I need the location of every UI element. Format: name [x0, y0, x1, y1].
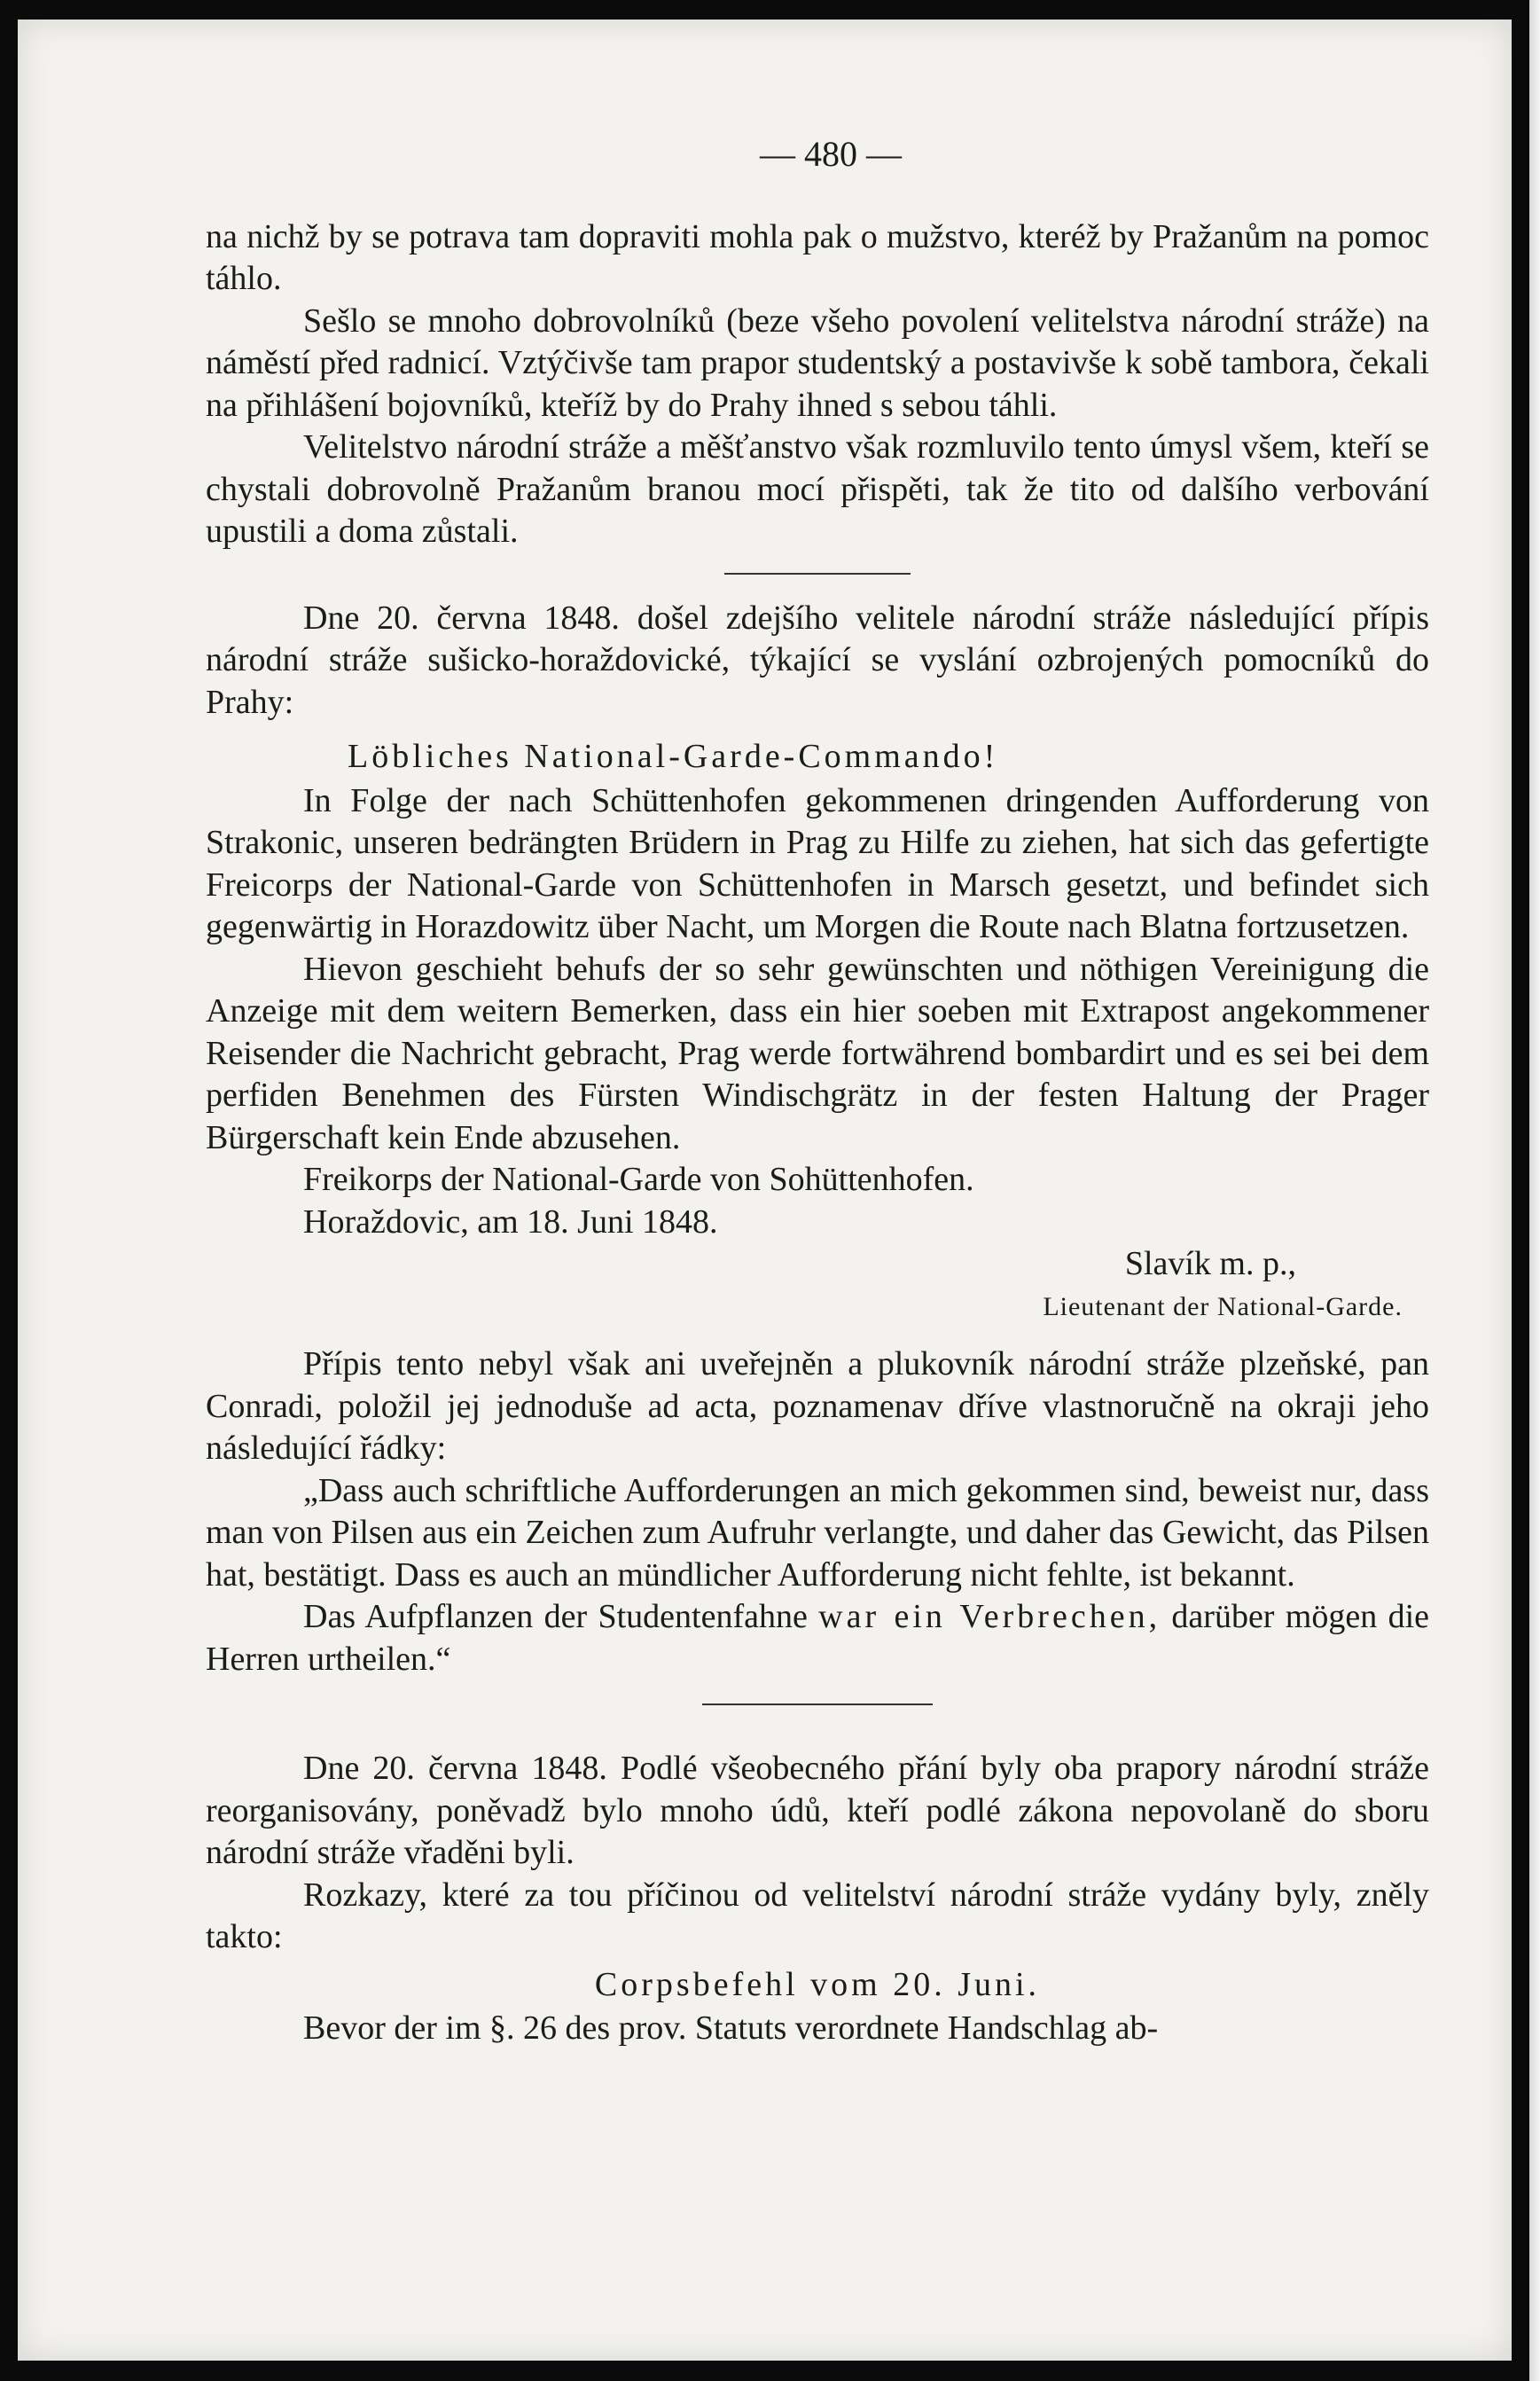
signature-corps: Freikorps der National-Garde von Sohüttenhofen.	[303, 1161, 974, 1198]
paragraph-2: Sešlo se mnoho dobrovolníků (beze všeho povolení velitelstva národní stráže) na náměstí před radnicí. Vztýčivše tam prapor studentský a postavivše k sobě tambora, čekali na přihlášení bojovníků, kteříž by do Prahy ihned s sebou táhli.	[206, 302, 1429, 424]
paragraph-6: Hievon geschieht behufs der so sehr gewünschten und nöthigen Vereinigung die Anzeige mit dem weitern Bemerken, dass ein hier soeben mit Extrapost angekommener Reisender die Nachricht gebracht, Prag werde fortwährend bombardirt und es sei bei dem perfiden Benehmen des Fürsten Windischgrätz in der festen Haltung der Prager Bürgerschaft kein Ende abzusehen.	[206, 950, 1429, 1156]
paragraph-3: Velitelstvo národní stráže a měšťanstvo však rozmluvilo tento úmysl všem, kteří se chystali dobrovolně Pražanům branou mocí přispěti, tak že tito od dalšího verbování upustili a doma zůstali.	[206, 428, 1429, 550]
quote-2-emphasis: war ein Verbrechen,	[818, 1598, 1161, 1635]
letter-heading: Löbliches National-Garde-Commando!	[348, 738, 999, 775]
quote-2-end: darüber mögen die Herren urtheilen.“	[206, 1598, 1429, 1678]
paragraph-8: Dne 20. června 1848. Podlé všeobecného přání byly oba prapory národní stráže reorganisovány, poněvadž bylo mnoho údů, kteří podlé zákona nepovolaně do sboru národní stráže vřaděni byli.	[206, 1750, 1429, 1871]
paragraph-9: Rozkazy, které za tou příčinou od velitelství národní stráže vydány byly, zněly takto:	[206, 1876, 1429, 1955]
paragraph-4: Dne 20. června 1848. došel zdejšího velitele národní stráže následující přípis národní stráže sušicko-horaždovické, týkající se vyslání ozbrojených pomocníků do Prahy:	[206, 599, 1429, 721]
quote-1: „Dass auch schriftliche Aufforderungen an mich gekommen sind, beweist nur, dass man von Pilsen aus ein Zeichen zum Aufruhr verlangte, und daher das Gewicht, das Pilsen hat, bestätigt. Dass es auch an mündlicher Aufforderung nicht fehlte, ist bekannt.	[206, 1471, 1429, 1594]
paragraph-5: In Folge der nach Schüttenhofen gekommenen dringenden Aufforderung von Strakonic, unseren bedrängten Brüdern in Prag zu Hilfe zu ziehen, hat sich das gefertigte Freicorps der National-Garde von Schüttenhofen in Marsch gesetzt, und befindet sich gegenwärtig in Horazdowitz über Nacht, um Morgen die Route nach Blatna fortzusetzen.	[206, 781, 1429, 945]
paragraph-10: Bevor der im §. 26 des prov. Statuts verordnete Handschlag ab-	[303, 2009, 1159, 2047]
separator-rule-2	[702, 1704, 933, 1705]
separator-rule	[724, 573, 911, 575]
quote-2-start: Das Aufpflanzen der Studentenfahne	[303, 1598, 808, 1635]
page-text	[206, 133, 1429, 2050]
signature-title: Lieutenant der National-Garde.	[1043, 1291, 1403, 1321]
page-number: — 480 —	[760, 134, 902, 174]
signature-name: Slavík m. p.,	[1124, 1245, 1296, 1282]
signature-place-date: Horaždovic, am 18. Juni 1848.	[303, 1202, 718, 1241]
paragraph-1: na nichž by se potrava tam dopraviti mohla pak o mužstvo, kteréž by Pražanům na pomoc táhlo.	[206, 217, 1429, 297]
paragraph-7: Přípis tento nebyl však ani uveřejněn a plukovník národní stráže plzeňské, pan Conradi, položil jej jednoduše ad acta, poznamenav dříve vlastnoručně na okraji jeho následující řádky:	[206, 1345, 1429, 1467]
quote-2	[206, 1596, 1429, 1680]
order-heading: Corpsbefehl vom 20. Juni.	[594, 1965, 1041, 2003]
page-edge	[1529, 0, 1540, 2381]
